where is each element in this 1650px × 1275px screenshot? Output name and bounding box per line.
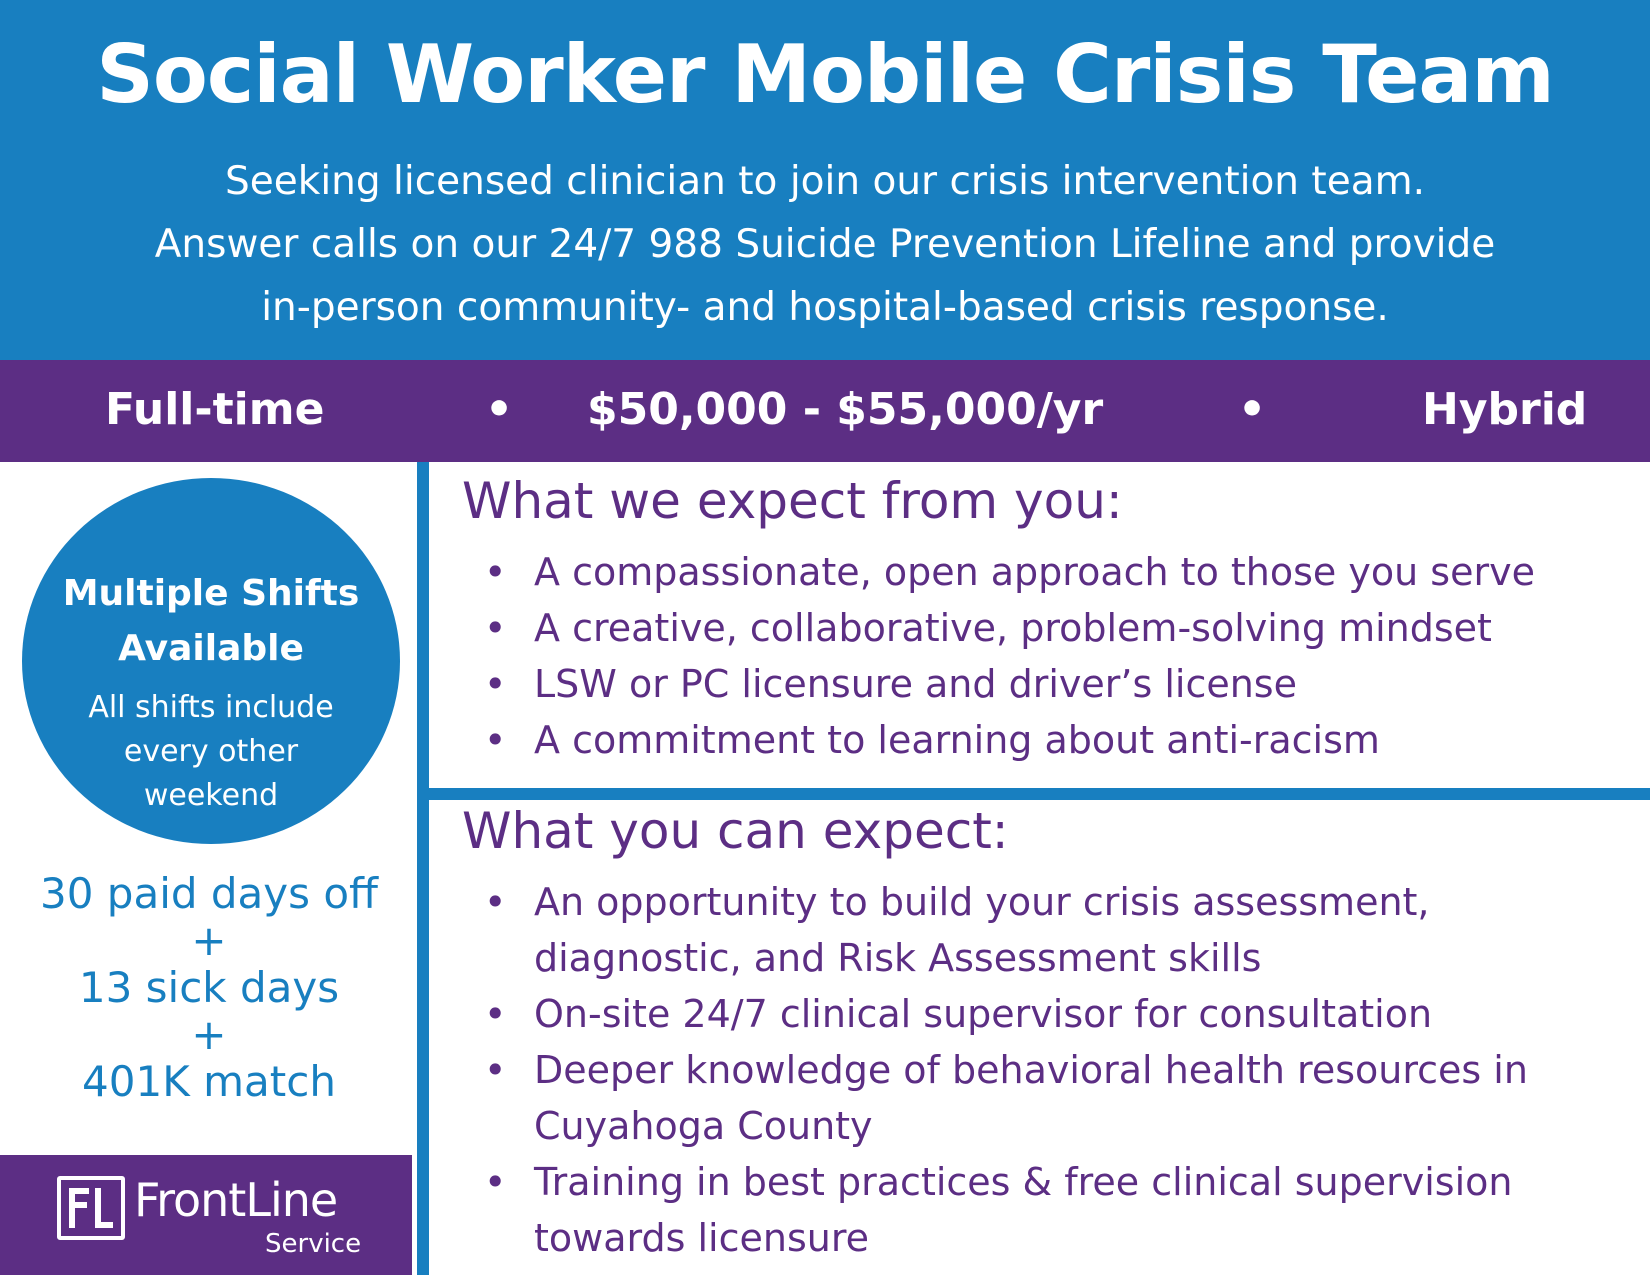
shifts-title: Available xyxy=(118,628,304,669)
shifts-title: Multiple Shifts xyxy=(62,573,360,614)
shifts-note: weekend xyxy=(143,778,279,813)
benefit-line: 30 paid days off xyxy=(40,869,378,918)
shifts-note: every other xyxy=(123,734,299,769)
logo-mark-icon xyxy=(57,1176,125,1240)
section-heading: What you can expect: xyxy=(462,802,1009,860)
benefits xyxy=(0,870,418,1105)
shifts-note: All shifts include xyxy=(88,690,334,725)
list-item: • An opportunity to build your crisis assessment, diagnostic, and Risk Assessment skills xyxy=(484,874,1542,986)
list-item: • A commitment to learning about anti-racism xyxy=(484,712,1535,768)
logo-sub: Service xyxy=(265,1229,362,1259)
logo-name: FrontLine xyxy=(134,1173,338,1227)
benefit-line: 13 sick days xyxy=(78,963,340,1012)
divider-horizontal xyxy=(417,788,1650,800)
info-bar xyxy=(0,360,1650,462)
you-can-expect-section xyxy=(462,802,1542,1266)
frontline-logo xyxy=(0,1155,412,1275)
salary: $50,000 - $55,000/yr xyxy=(587,384,1104,435)
subtitle-line: Seeking licensed clinician to join our crisis intervention team. xyxy=(224,159,1425,204)
list-item: • A creative, collaborative, problem-solving mindset xyxy=(484,600,1535,656)
separator-dot: • xyxy=(1238,384,1267,435)
separator-dot: • xyxy=(485,384,514,435)
list-item: • Deeper knowledge of behavioral health resources in Cuyahoga County xyxy=(484,1042,1542,1154)
page-title: Social Worker Mobile Crisis Team xyxy=(96,28,1554,121)
location: Hybrid xyxy=(1422,384,1588,435)
shifts-circle xyxy=(22,478,400,844)
expect-from-you-section xyxy=(462,472,1535,768)
benefit-line: 401K match xyxy=(82,1057,336,1106)
section-heading: What we expect from you: xyxy=(462,472,1123,530)
job-type: Full-time xyxy=(105,384,325,435)
list-item: • On-site 24/7 clinical supervisor for consultation xyxy=(484,986,1542,1042)
list-item: • A compassionate, open approach to those you serve xyxy=(484,544,1535,600)
list-item: • Training in best practices & free clinical supervision towards licensure xyxy=(484,1154,1542,1266)
subtitle xyxy=(0,150,1650,339)
subtitle-line: in-person community- and hospital-based crisis response. xyxy=(261,285,1389,330)
list-item: • LSW or PC licensure and driver’s license xyxy=(484,656,1535,712)
benefit-plus: + xyxy=(191,1010,227,1059)
subtitle-line: Answer calls on our 24/7 988 Suicide Prevention Lifeline and provide xyxy=(154,222,1496,267)
header-banner xyxy=(0,0,1650,360)
divider-vertical xyxy=(417,462,429,1275)
benefit-plus: + xyxy=(191,916,227,965)
